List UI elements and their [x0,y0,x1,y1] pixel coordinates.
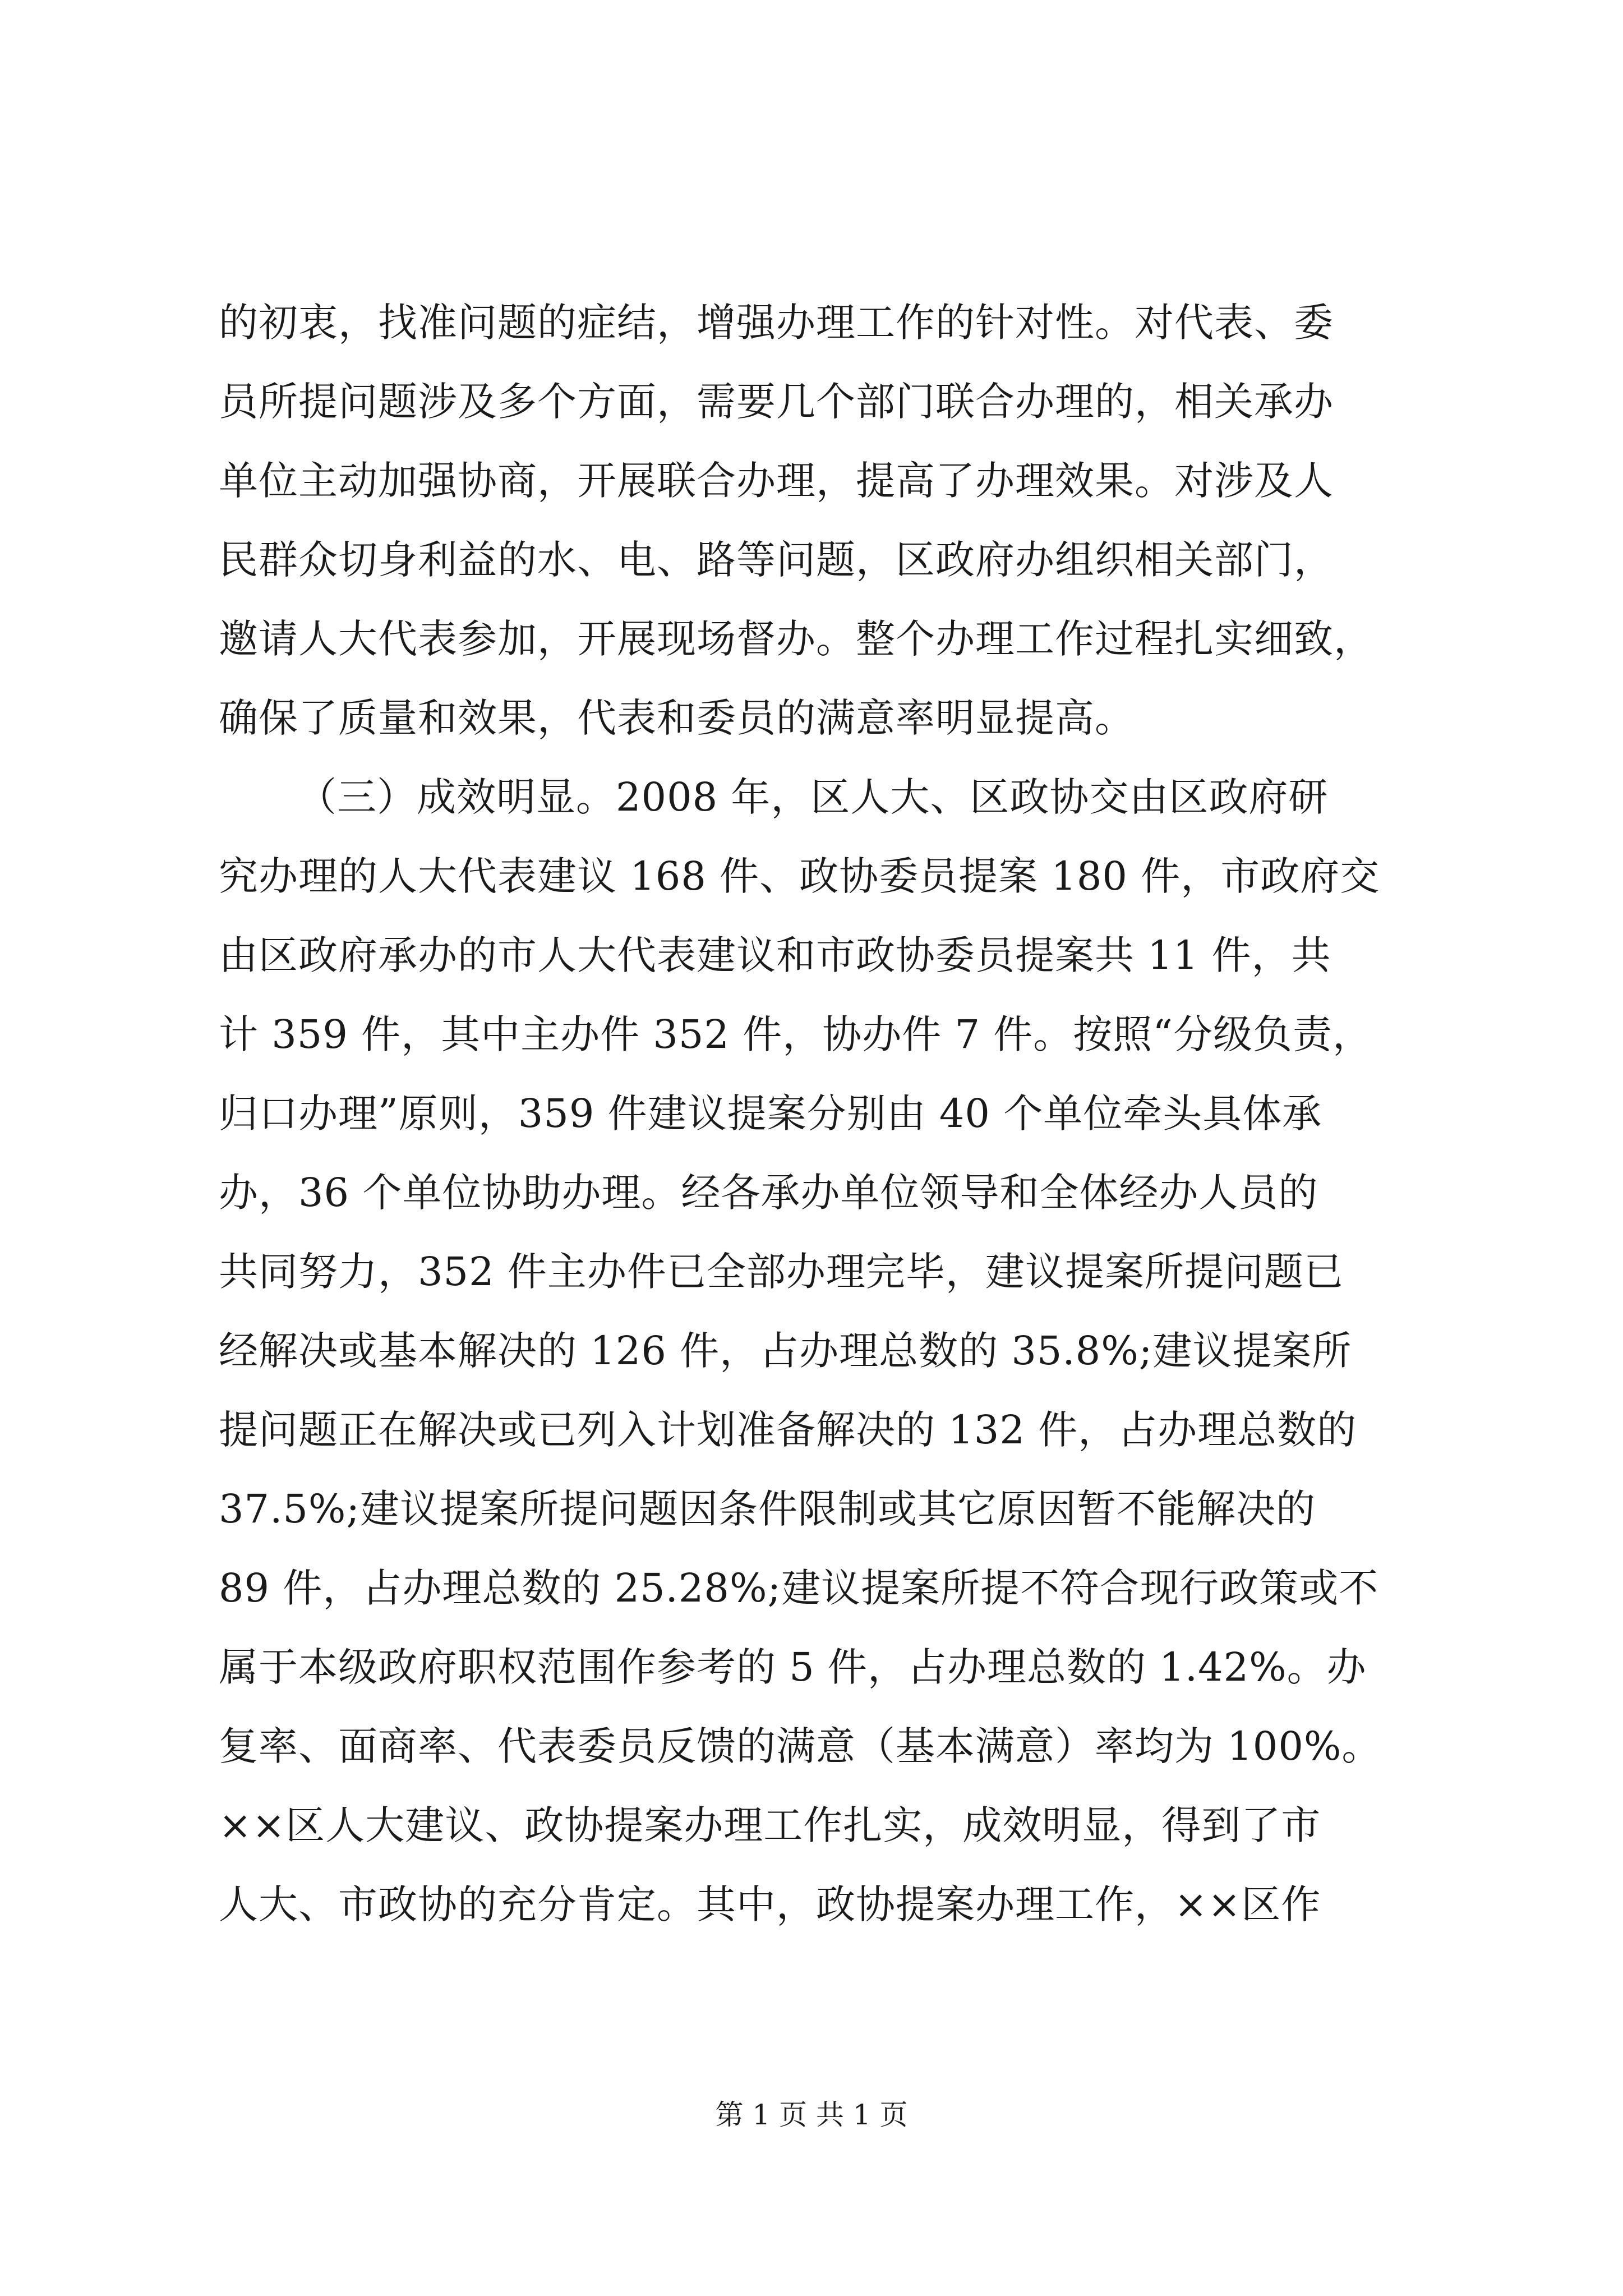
text-line: 办，36 个单位协助办理。经各承办单位领导和全体经办人员的 [219,1170,1318,1216]
text-line: 89 件，占办理总数的 25.28%;建议提案所提不符合现行政策或不 [219,1565,1379,1611]
text-line: 属于本级政府职权范围作参考的 5 件，占办理总数的 1.42%。办 [219,1644,1367,1690]
text-line: 的初衷，找准问题的症结，增强办理工作的针对性。对代表、委 [219,300,1334,346]
text-line: 经解决或基本解决的 126 件，占办理总数的 35.8%;建议提案所 [219,1328,1352,1374]
text-line: 民群众切身利益的水、电、路等问题，区政府办组织相关部门， [219,537,1334,583]
text-line: 归口办理”原则，359 件建议提案分别由 40 个单位牵头具体承 [219,1091,1322,1137]
page-footer: 第 1 页 共 1 页 [715,2099,908,2131]
text-line: 邀请人大代表参加，开展现场督办。整个办理工作过程扎实细致， [219,616,1373,662]
text-line: 人大、市政协的充分肯定。其中，政协提案办理工作，××区作 [219,1881,1321,1927]
text-line: 由区政府承办的市人大代表建议和市政协委员提案共 11 件，共 [219,932,1331,978]
text-line: 单位主动加强协商，开展联合办理，提高了办理效果。对涉及人 [219,458,1334,504]
text-line: 计 359 件，其中主办件 352 件，协办件 7 件。按照“分级负责， [219,1011,1373,1057]
text-line: 提问题正在解决或已列入计划准备解决的 132 件，占办理总数的 [219,1407,1357,1453]
text-line: 共同努力，352 件主办件已全部办理完毕，建议提案所提问题已 [219,1249,1344,1295]
text-line: 究办理的人大代表建议 168 件、政协委员提案 180 件，市政府交 [219,853,1380,899]
text-line: 复率、面商率、代表委员反馈的满意（基本满意）率均为 100%。 [219,1723,1382,1769]
text-line: 确保了质量和效果，代表和委员的满意率明显提高。 [219,695,1135,741]
text-line: 37.5%;建议提案所提问题因条件限制或其它原因暂不能解决的 [219,1486,1316,1532]
text-line: 员所提问题涉及多个方面，需要几个部门联合办理的，相关承办 [219,379,1334,425]
text-line: ××区人大建议、政协提案办理工作扎实，成效明显，得到了市 [219,1802,1321,1848]
paragraph-first-line: （三）成效明显。2008 年，区人大、区政协交由区政府研 [297,774,1329,820]
